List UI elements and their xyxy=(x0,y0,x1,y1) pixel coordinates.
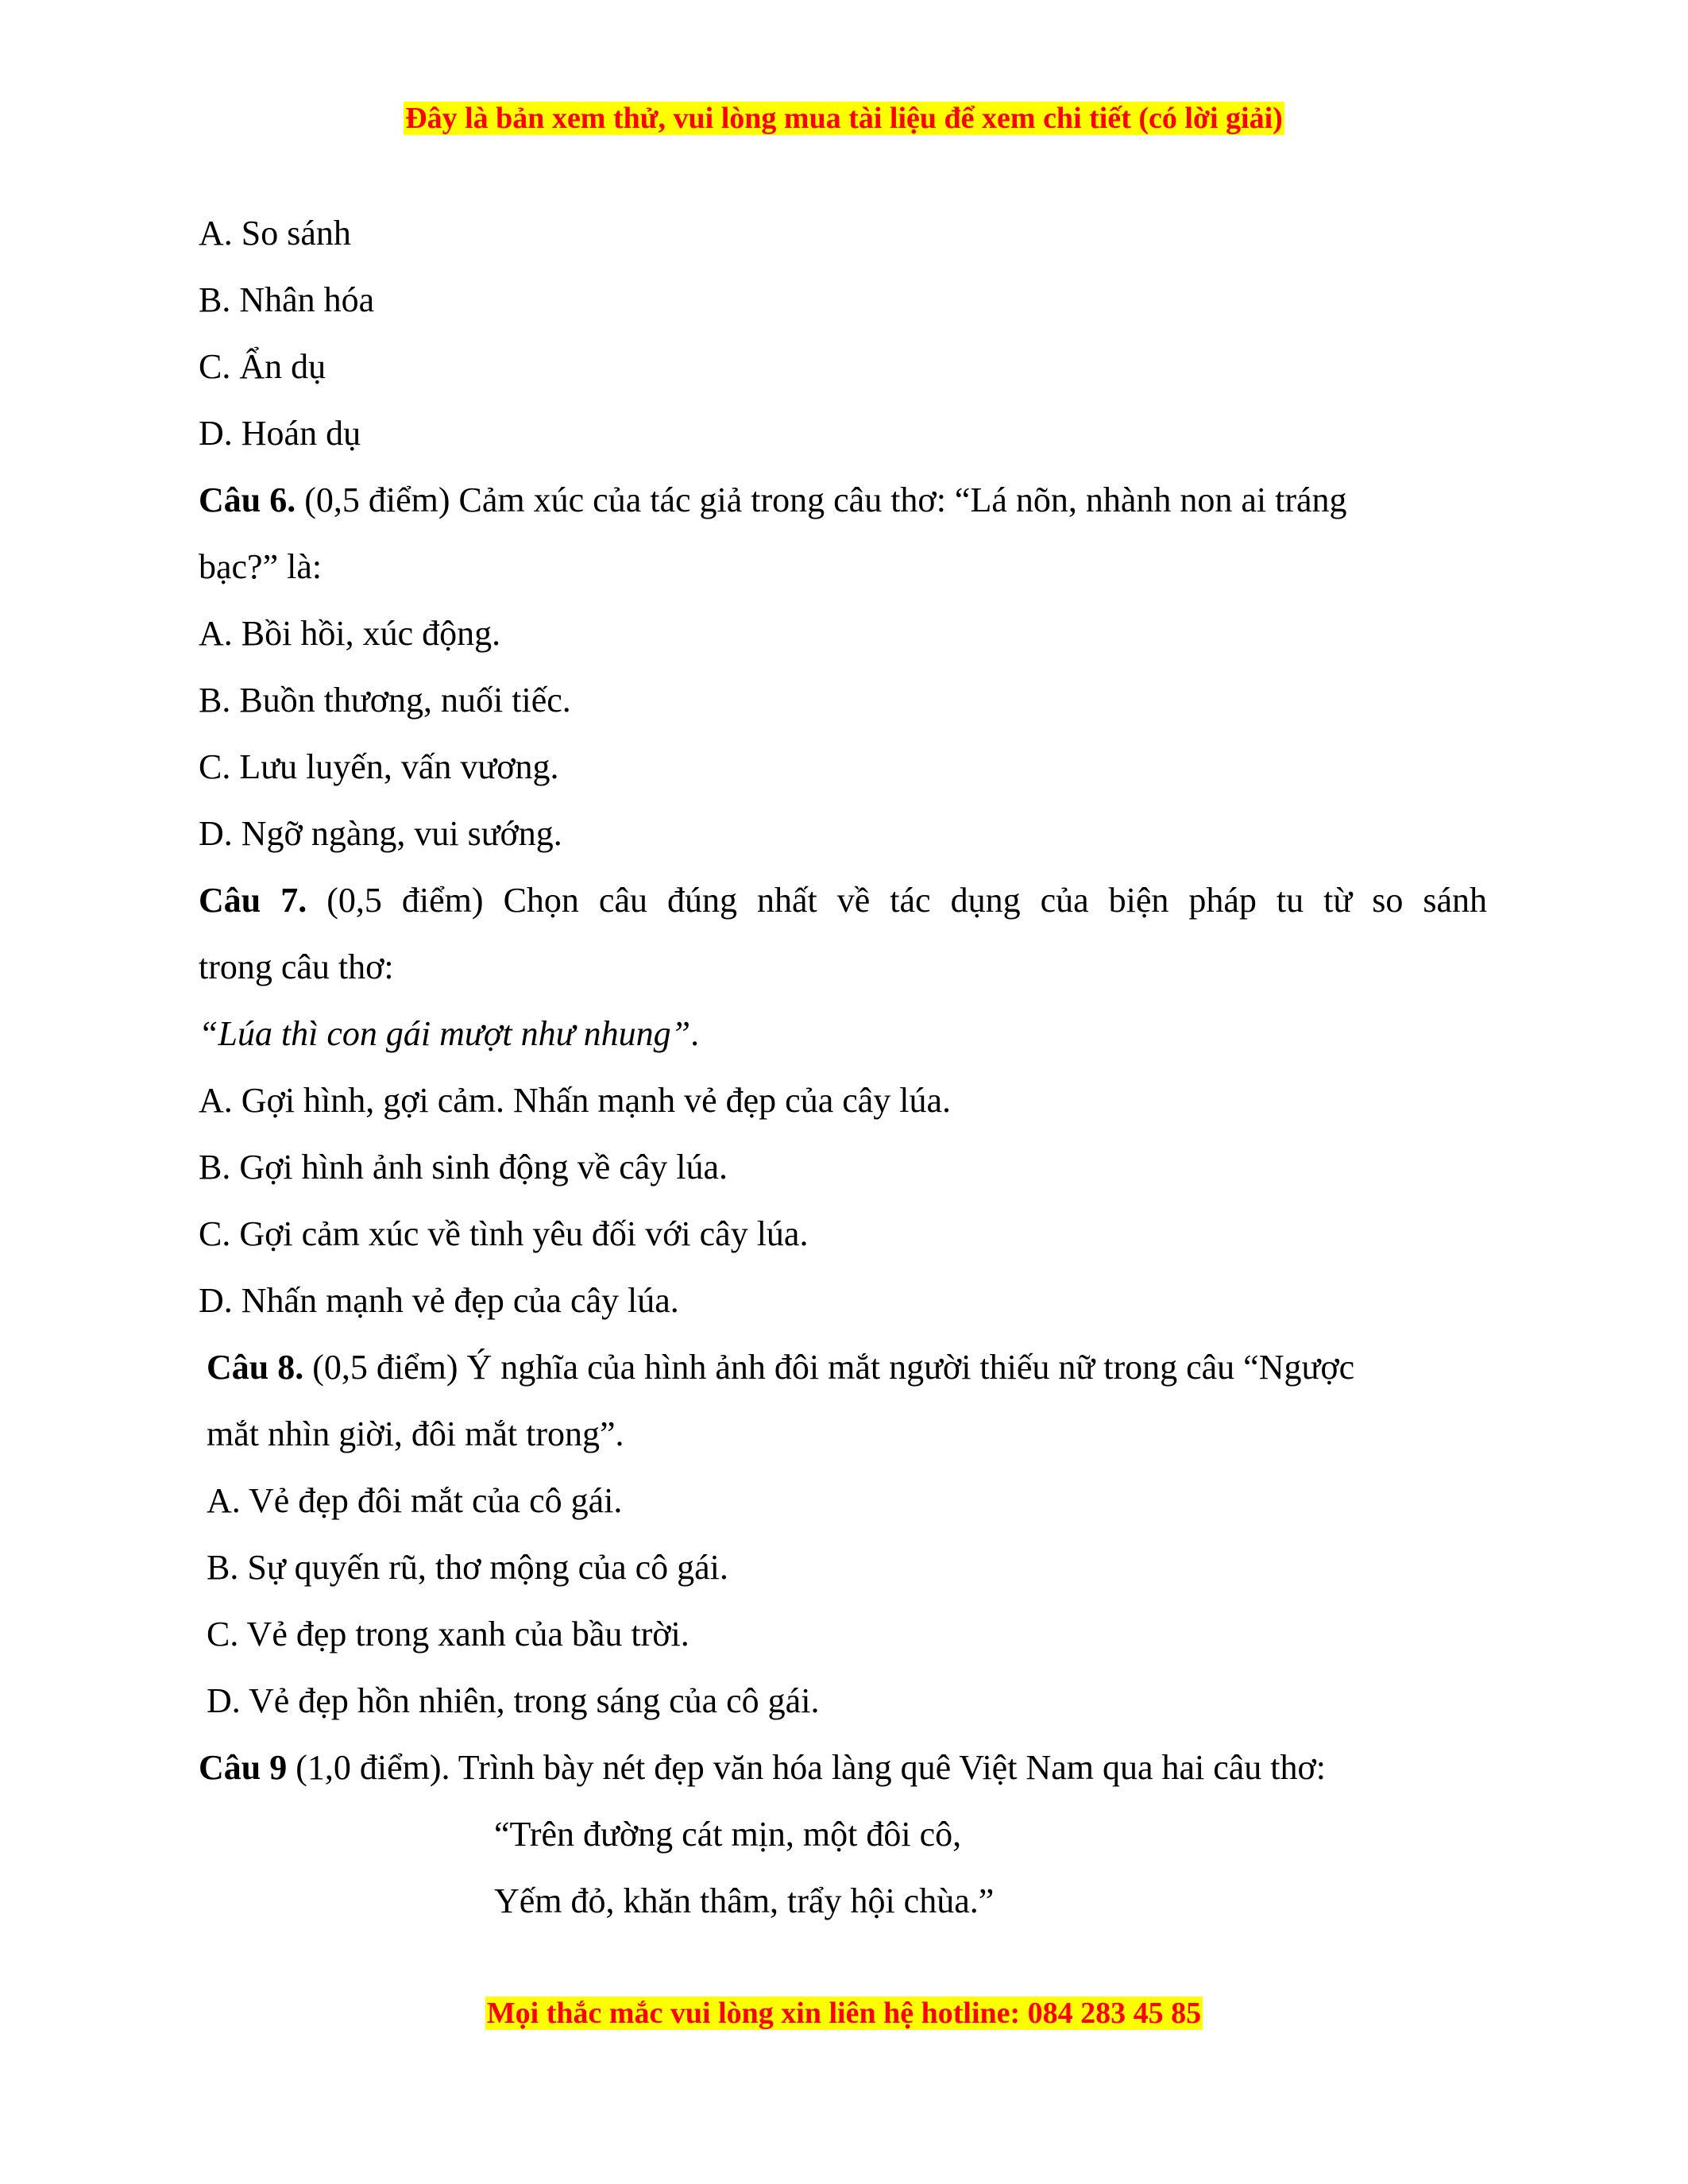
q7-option-a: A. Gợi hình, gợi cảm. Nhấn mạnh vẻ đẹp của cây lúa. xyxy=(199,1081,952,1120)
q6-prompt-line1 xyxy=(199,467,1487,534)
q5-option-a: A. So sánh xyxy=(199,214,351,253)
q9-label: Câu 9 xyxy=(199,1748,288,1787)
q6-prompt-line2: bạc?” là: xyxy=(199,547,323,586)
hotline-text: Mọi thắc mắc vui lòng xin liên hệ hotline: 084 283 45 85 xyxy=(486,1997,1202,2030)
q7-option-b: B. Gợi hình ảnh sinh động về cây lúa. xyxy=(199,1148,728,1187)
q6-option-d: D. Ngỡ ngàng, vui sướng. xyxy=(199,814,562,853)
q9-prompt-text: (1,0 điểm). Trình bày nét đẹp văn hóa làng quê Việt Nam qua hai câu thơ: xyxy=(287,1748,1327,1787)
q7-quote: “Lúa thì con gái mượt như nhung” xyxy=(199,1014,691,1053)
q6-label: Câu 6. xyxy=(199,480,296,519)
q5-option-b: B. Nhân hóa xyxy=(199,280,375,319)
q6-option-c: C. Lưu luyến, vấn vương. xyxy=(199,747,559,786)
q6-option-b: B. Buồn thương, nuối tiếc. xyxy=(199,681,571,720)
q7-prompt-line1 xyxy=(199,867,1487,934)
q8-prompt-line2: mắt nhìn giời, đôi mắt trong”. xyxy=(207,1414,624,1453)
q5-option-d: D. Hoán dụ xyxy=(199,414,361,453)
q7-label: Câu 7. xyxy=(199,881,307,920)
q7-option-c: C. Gợi cảm xúc về tình yêu đối với cây lúa. xyxy=(199,1214,809,1253)
q7-option-d: D. Nhấn mạnh vẻ đẹp của cây lúa. xyxy=(199,1281,679,1320)
q5-option-c: C. Ẩn dụ xyxy=(199,347,326,386)
preview-notice-text: Đây là bản xem thử, vui lòng mua tài liệu để xem chi tiết (có lời giải) xyxy=(405,102,1283,135)
q7-quote-end: . xyxy=(690,1014,700,1053)
q9-prompt xyxy=(199,1734,1487,1801)
q8-option-d: D. Vẻ đẹp hồn nhiên, trong sáng của cô gái. xyxy=(207,1681,820,1720)
q7-prompt-line2: trong câu thơ: xyxy=(199,947,394,986)
q6-prompt-text-1: (0,5 điểm) Cảm xúc của tác giả trong câu thơ: “Lá nõn, nhành non ai tráng xyxy=(295,480,1347,519)
hotline-banner xyxy=(0,1993,1688,2033)
q9-poem-line2: Yếm đỏ, khăn thâm, trẩy hội chùa.” xyxy=(494,1881,995,1920)
q8-option-a: A. Vẻ đẹp đôi mắt của cô gái. xyxy=(207,1481,623,1520)
q9-poem-line1: “Trên đường cát mịn, một đôi cô, xyxy=(494,1815,962,1854)
q8-option-b: B. Sự quyến rũ, thơ mộng của cô gái. xyxy=(207,1548,728,1587)
q8-label: Câu 8. xyxy=(207,1348,304,1387)
q7-quote-line xyxy=(199,1001,1487,1067)
q7-prompt-text-1: (0,5 điểm) Chọn câu đúng nhất về tác dụng của biện pháp tu từ so sánh xyxy=(307,881,1488,920)
q8-option-c: C. Vẻ đẹp trong xanh của bầu trời. xyxy=(207,1615,689,1653)
preview-notice-banner xyxy=(0,98,1688,138)
q6-option-a: A. Bồi hồi, xúc động. xyxy=(199,614,501,653)
q8-prompt-line1 xyxy=(199,1334,1487,1401)
q8-prompt-text-1: (0,5 điểm) Ý nghĩa của hình ảnh đôi mắt người thiếu nữ trong câu “Ngược xyxy=(303,1348,1355,1387)
exam-content xyxy=(199,200,1487,1935)
